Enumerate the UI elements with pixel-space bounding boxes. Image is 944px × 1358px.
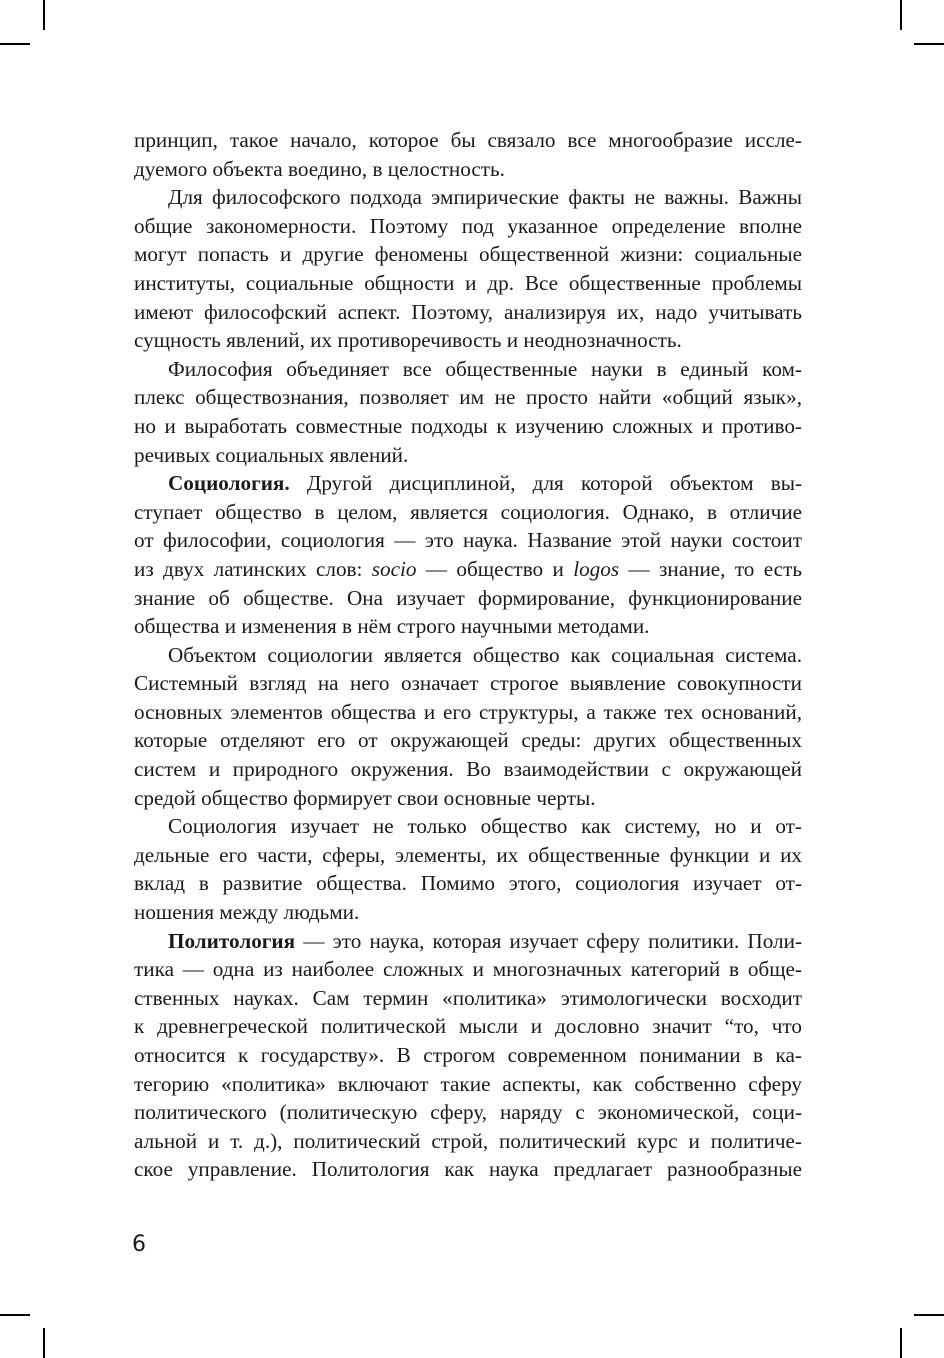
text-line bbox=[134, 812, 802, 841]
text-line bbox=[134, 641, 802, 670]
line-text: плекс обществознания, позволяет им не просто найти «общий язык», bbox=[134, 385, 802, 410]
line-text: общества и изменения в нём строго научными методами. bbox=[134, 614, 650, 639]
text-line bbox=[134, 1155, 802, 1184]
text-line bbox=[134, 355, 802, 384]
text-line bbox=[134, 526, 802, 555]
bold-term: Социология. bbox=[168, 471, 290, 496]
text-line bbox=[134, 1041, 802, 1070]
text-line bbox=[134, 1127, 802, 1156]
bold-term: Политология bbox=[168, 928, 296, 953]
line-text: могут попасть и другие феномены общественной жизни: социальные bbox=[134, 242, 802, 267]
text-line bbox=[134, 841, 802, 870]
text-line bbox=[134, 1098, 802, 1127]
crop-mark-bottom-left-vertical bbox=[43, 1328, 45, 1358]
line-text: дельные его части, сферы, элементы, их общественные функции и их bbox=[134, 842, 802, 867]
line-text: Социология изучает не только общество как систему, но и от- bbox=[168, 814, 802, 839]
line-text: систем и природного окружения. Во взаимодействии с окружающей bbox=[134, 757, 802, 782]
line-text: ственных науках. Сам термин «политика» этимологически восходит bbox=[134, 985, 802, 1010]
italic-term: socio bbox=[371, 556, 417, 581]
line-text: политического (политическую сферу, наряду с экономической, соци- bbox=[134, 1100, 802, 1125]
text-line bbox=[134, 784, 802, 813]
crop-mark-top-left-horizontal bbox=[0, 43, 30, 45]
line-text: тика — одна из наиболее сложных и многозначных категорий в обще- bbox=[134, 957, 802, 982]
line-text: речивых социальных явлений. bbox=[134, 442, 409, 467]
line-text: имеют философский аспект. Поэтому, анализируя их, надо учитывать bbox=[134, 299, 802, 324]
crop-mark-bottom-right-horizontal bbox=[914, 1314, 944, 1316]
line-text: Философия объединяет все общественные науки в единый ком- bbox=[168, 356, 802, 381]
line-text: ское управление. Политология как наука предлагает разнообразные bbox=[134, 1157, 802, 1182]
line-text: ношения между людьми. bbox=[134, 900, 360, 925]
line-text: институты, социальные общности и др. Все общественные проблемы bbox=[134, 270, 802, 295]
text-line bbox=[134, 383, 802, 412]
crop-mark-top-left-vertical bbox=[43, 0, 45, 30]
text-line bbox=[134, 984, 802, 1013]
text-line bbox=[134, 927, 802, 956]
text-line bbox=[134, 869, 802, 898]
line-text: — это наука, которая изучает сферу политики. Поли- bbox=[295, 928, 802, 953]
line-text: альной и т. д.), политический строй, политический курс и политиче- bbox=[134, 1128, 802, 1153]
line-text: Системный взгляд на него означает строгое выявление совокупности bbox=[134, 671, 802, 696]
text-line bbox=[134, 498, 802, 527]
line-text: принцип, такое начало, которое бы связало все многообразие иссле- bbox=[134, 128, 802, 152]
crop-mark-top-right-vertical bbox=[900, 0, 902, 30]
text-line bbox=[134, 955, 802, 984]
line-text: — знание, то есть bbox=[619, 556, 802, 581]
line-text: — общество и bbox=[416, 556, 574, 581]
crop-mark-bottom-right-vertical bbox=[900, 1328, 902, 1358]
text-line bbox=[134, 698, 802, 727]
text-line bbox=[134, 669, 802, 698]
line-text: общие закономерности. Поэтому под указанное определение вполне bbox=[134, 213, 802, 238]
line-text: вклад в развитие общества. Помимо этого, социология изучает от- bbox=[134, 871, 802, 896]
text-line bbox=[134, 1070, 802, 1099]
text-line bbox=[134, 755, 802, 784]
text-line bbox=[134, 326, 802, 355]
line-text: Для философского подхода эмпирические факты не важны. Важны bbox=[168, 185, 802, 210]
text-line bbox=[134, 269, 802, 298]
page-body-text bbox=[134, 126, 802, 1184]
line-text: Другой дисциплиной, для которой объектом вы- bbox=[289, 471, 802, 496]
text-line bbox=[134, 183, 802, 212]
line-text: к древнегреческой политической мысли и дословно значит “то, что bbox=[134, 1014, 802, 1039]
text-line bbox=[134, 212, 802, 241]
text-line bbox=[134, 298, 802, 327]
line-text: сущность явлений, их противоречивость и неоднозначность. bbox=[134, 328, 682, 353]
line-text: дуемого объекта воедино, в целостность. bbox=[134, 156, 505, 181]
text-line bbox=[134, 441, 802, 470]
text-line bbox=[134, 155, 802, 184]
crop-mark-bottom-left-horizontal bbox=[0, 1314, 30, 1316]
line-text: тегорию «политика» включают такие аспекты, как собственно сферу bbox=[134, 1071, 802, 1096]
italic-term: logos bbox=[573, 556, 620, 581]
line-text: Объектом социологии является общество как социальная система. bbox=[168, 642, 802, 667]
text-line bbox=[134, 240, 802, 269]
page-number: 6 bbox=[132, 1232, 146, 1257]
line-text: из двух латинских слов: bbox=[134, 556, 372, 581]
line-text: которые отделяют его от окружающей среды: других общественных bbox=[134, 728, 802, 753]
line-text: знание об обществе. Она изучает формирование, функционирование bbox=[134, 585, 802, 610]
text-line bbox=[134, 584, 802, 613]
text-line bbox=[134, 612, 802, 641]
crop-mark-top-right-horizontal bbox=[914, 43, 944, 45]
text-line bbox=[134, 726, 802, 755]
line-text: от философии, социология — это наука. Название этой науки состоит bbox=[134, 528, 802, 553]
line-text: средой общество формирует свои основные черты. bbox=[134, 785, 596, 810]
text-line bbox=[134, 126, 802, 155]
text-line bbox=[134, 898, 802, 927]
line-text: ступает общество в целом, является социология. Однако, в отличие bbox=[134, 499, 802, 524]
line-text: но и выработать совместные подходы к изучению сложных и противо- bbox=[134, 413, 802, 438]
text-line bbox=[134, 1012, 802, 1041]
text-line bbox=[134, 469, 802, 498]
text-line bbox=[134, 555, 802, 584]
line-text: относится к государству». В строгом современном понимании в ка- bbox=[134, 1043, 802, 1067]
text-line bbox=[134, 412, 802, 441]
line-text: основных элементов общества и его структуры, а также тех оснований, bbox=[134, 699, 802, 724]
